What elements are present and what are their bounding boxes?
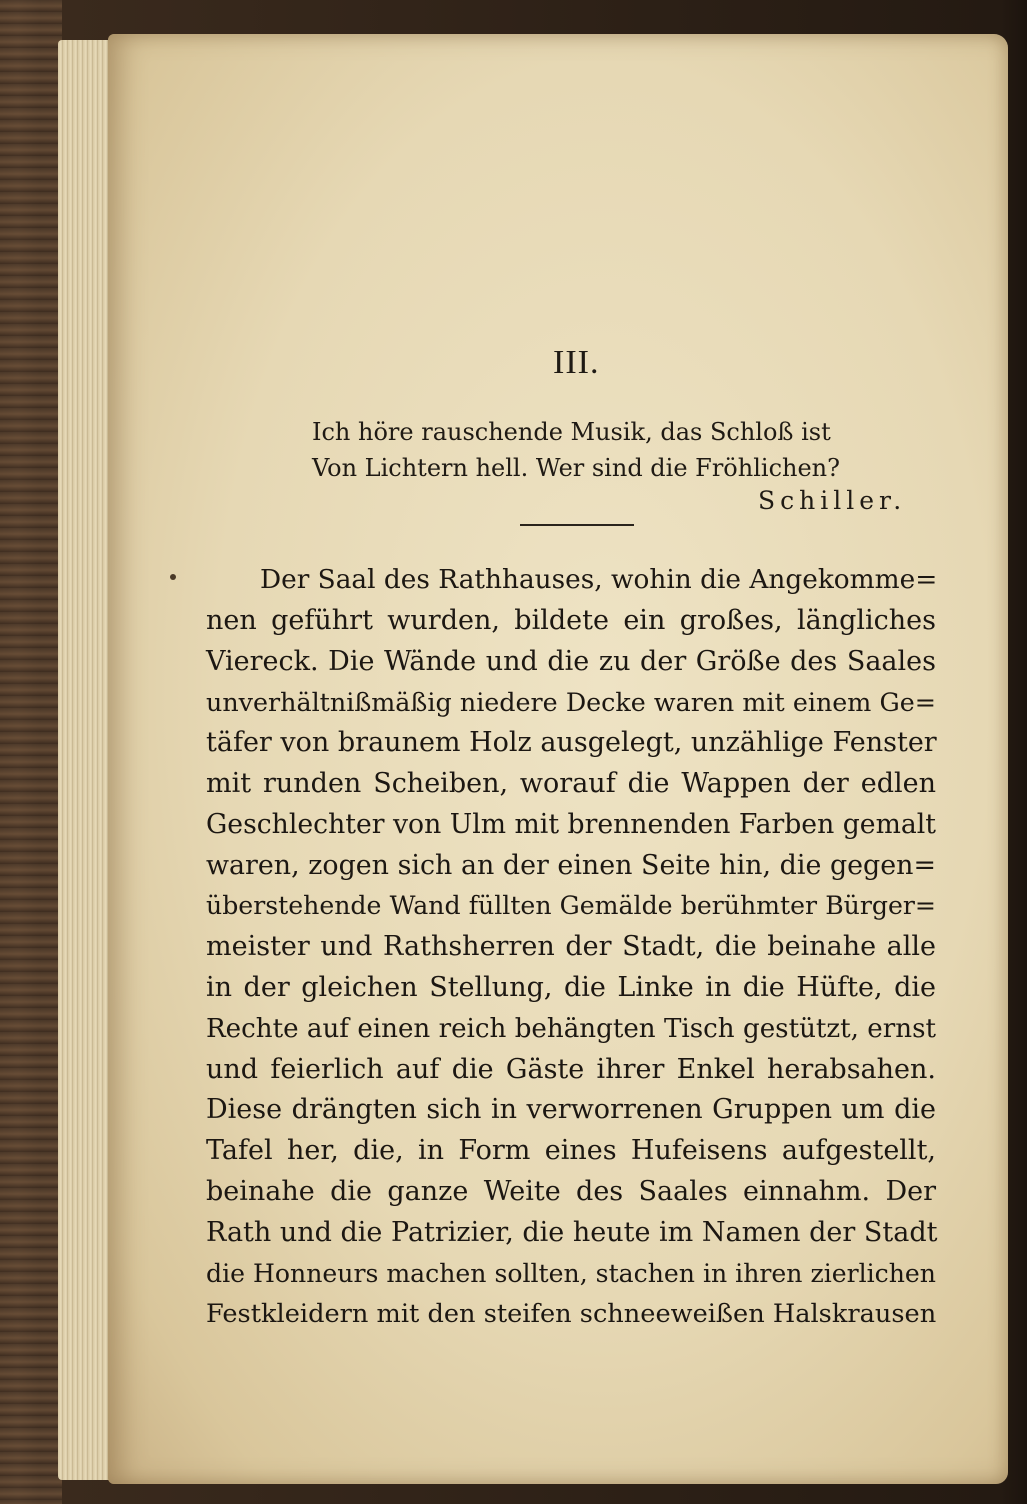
chapter-number: III. bbox=[553, 344, 600, 381]
text-line: Viereck. Die Wände und die zu der Größe des Saales bbox=[206, 645, 936, 677]
text-line: die Honneurs machen sollten, stachen in ihren zierlichen bbox=[206, 1258, 936, 1288]
motto-line: Von Lichtern hell. Wer sind die Fröhlichen? bbox=[312, 454, 840, 482]
text-line: nen geführt wurden, bildete ein großes, längliches bbox=[206, 604, 936, 636]
text-line: in der gleichen Stellung, die Linke in die Hüfte, die bbox=[206, 971, 936, 1003]
text-line: täfer von braunem Holz ausgelegt, unzählige Fenster bbox=[206, 727, 937, 759]
text-line: Festkleidern mit den steifen schneeweißen Halskrausen bbox=[206, 1299, 937, 1330]
body-text bbox=[206, 560, 936, 1335]
text-line: und feierlich auf die Gäste ihrer Enkel herabsahen. bbox=[206, 1053, 936, 1085]
motto-line: Ich höre rauschende Musik, das Schloß ist bbox=[312, 418, 831, 446]
text-line: Rath und die Patrizier, die heute im Namen der Stadt bbox=[206, 1216, 938, 1248]
margin-mark bbox=[170, 574, 176, 580]
text-line: Geschlechter von Ulm mit brennenden Farben gemalt bbox=[206, 808, 936, 840]
text-line: unverhältnißmäßig niedere Decke waren mit einem Ge= bbox=[206, 687, 936, 718]
text-line: meister und Rathsherren der Stadt, die beinahe alle bbox=[206, 931, 936, 963]
text-line: mit runden Scheiben, worauf die Wappen der edlen bbox=[206, 767, 936, 799]
motto-author: Schiller. bbox=[758, 486, 907, 515]
text-line: überstehende Wand füllten Gemälde berühmter Bürger= bbox=[206, 891, 936, 921]
text-line: Diese drängten sich in verworrenen Gruppen um die bbox=[206, 1094, 936, 1126]
book-spine bbox=[0, 0, 62, 1504]
text-line: beinahe die ganze Weite des Saales einnahm. Der bbox=[206, 1175, 936, 1207]
motto bbox=[312, 414, 872, 486]
text-line: Der Saal des Rathhauses, wohin die Angekomme= bbox=[260, 565, 938, 595]
separator-rule bbox=[520, 524, 634, 526]
text-line: waren, zogen sich an der einen Seite hin, die gegen= bbox=[206, 849, 936, 881]
text-line: Rechte auf einen reich behängten Tisch gestützt, ernst bbox=[206, 1013, 936, 1044]
text-line: Tafel her, die, in Form eines Hufeisens aufgestellt, bbox=[206, 1135, 936, 1167]
